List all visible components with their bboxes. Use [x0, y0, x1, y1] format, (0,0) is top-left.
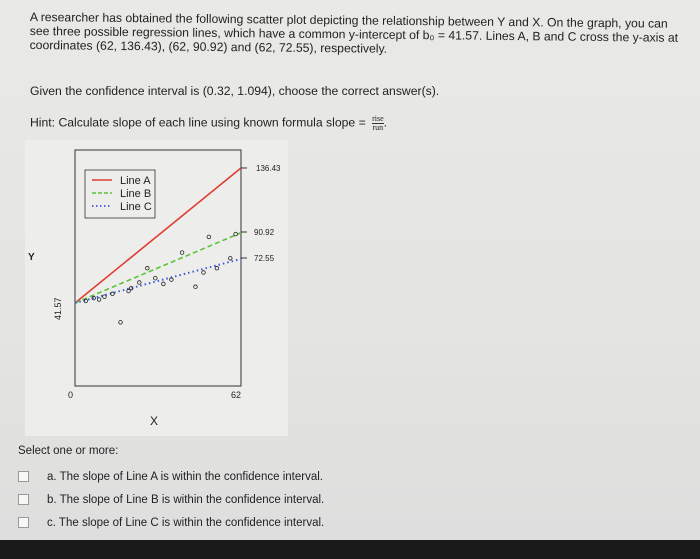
confidence-interval-text: Given the confidence interval is (0.32, 1.094), choose the correct answer(s). [30, 84, 440, 98]
hint-prefix: Hint: Calculate slope of each line using known formula slope = [30, 115, 366, 130]
data-point [97, 298, 101, 302]
right-label-c: 72.55 [254, 254, 275, 263]
fraction-numerator: rise [372, 114, 384, 123]
regression-line-c [75, 259, 241, 303]
x-axis-label: X [150, 414, 159, 428]
data-point [145, 266, 149, 270]
data-point [234, 232, 238, 236]
legend-label-c: Line C [120, 201, 152, 213]
data-point [194, 285, 198, 289]
right-label-b: 90.92 [254, 228, 275, 237]
checkbox-option-a[interactable] [18, 471, 29, 482]
legend-label-a: Line A [120, 175, 151, 187]
hint-text [30, 115, 387, 132]
data-point [119, 321, 123, 325]
select-prompt: Select one or more: [18, 445, 119, 457]
legend [85, 170, 155, 218]
checkbox-option-b[interactable] [18, 494, 29, 505]
data-point [215, 266, 219, 270]
option-b[interactable] [18, 488, 324, 511]
data-point [162, 282, 166, 286]
legend-label-b: Line B [120, 188, 152, 200]
question-text [29, 10, 680, 132]
data-point [207, 235, 211, 239]
option-a-label: a. The slope of Line A is within the confidence interval. [47, 470, 323, 483]
right-label-a: 136.43 [256, 164, 281, 173]
y-tick-label: 41.57 [53, 297, 63, 320]
hint-suffix: . [383, 115, 388, 130]
y-axis-label: Y [28, 252, 35, 263]
data-point [137, 281, 141, 285]
option-b-label: b. The slope of Line B is within the confidence interval. [47, 493, 325, 506]
question-intro: A researcher has obtained the following scatter plot depicting the relationship between Y and X. On the graph, you can see three possible regression lines, which have a common y-intercept of b₀ = 41.57. Lines A, B and C cross the y-axis at coordinates (62, 136.43), (62, 90.92) and (62, 72.55), respectively. [29, 10, 679, 56]
fraction-denominator: run [372, 123, 384, 132]
data-point [228, 256, 232, 260]
regression-line-b [75, 233, 241, 303]
option-c-label: c. The slope of Line C is within the confidence interval. [47, 516, 325, 529]
checkbox-option-c[interactable] [18, 517, 29, 528]
option-c[interactable] [18, 511, 324, 534]
data-point [154, 276, 158, 280]
scatter-plot-panel [25, 140, 288, 436]
answer-section [18, 445, 324, 534]
data-point [103, 295, 107, 299]
bottom-bar [0, 540, 700, 559]
scatter-plot [25, 140, 288, 436]
data-point [202, 271, 206, 275]
option-a[interactable] [18, 465, 324, 488]
x-tick-0: 0 [68, 390, 74, 400]
slope-fraction [372, 115, 384, 132]
data-point [180, 251, 184, 255]
x-tick-62: 62 [231, 390, 242, 400]
